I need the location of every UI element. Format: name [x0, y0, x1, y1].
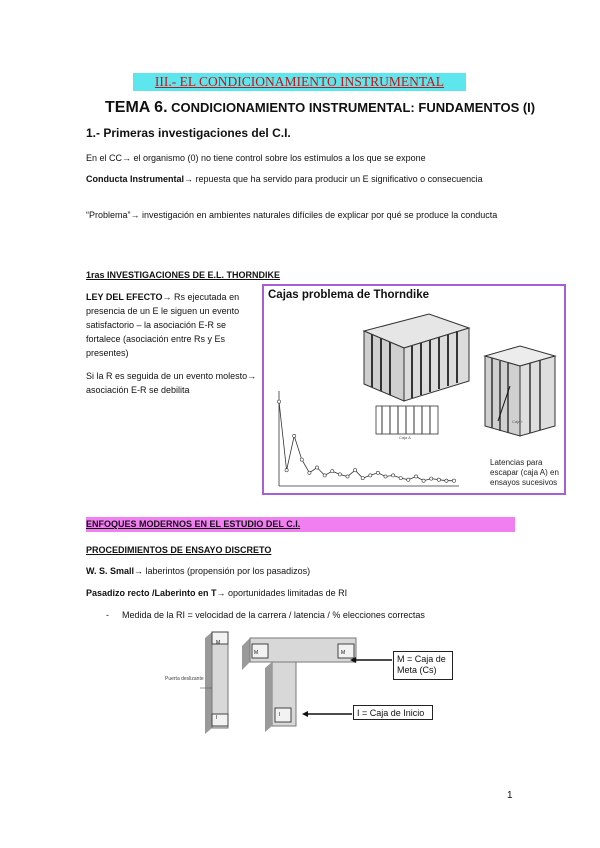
latency-point	[354, 469, 357, 472]
conducta-def: repuesta que ha servido para producir un E significativo o consecuencia	[193, 174, 483, 184]
latency-point	[392, 474, 395, 477]
topic-title	[105, 99, 535, 117]
latency-point	[414, 475, 417, 478]
paragraph-cc: En el CC→ el organismo (0) no tiene control sobre los estímulos a los que se expone	[86, 153, 426, 163]
latency-point	[331, 470, 334, 473]
bullet-text: Medida de la RI = velocidad de la carrera / latencia / % elecciones correctas	[122, 610, 425, 620]
latency-point	[323, 474, 326, 477]
maze-i-label-t: I	[279, 712, 281, 718]
law-term: LEY DEL EFECTO→	[86, 292, 172, 302]
latency-point	[338, 473, 341, 476]
law-of-effect	[86, 290, 258, 360]
paragraph-conducta	[86, 172, 526, 186]
maze-door-note: Puerta deslizante	[165, 676, 204, 682]
latency-series-line	[279, 402, 454, 481]
latency-note: Latencias para escapar (caja A) en ensayos sucesivos	[490, 458, 559, 487]
thorndike-figure	[262, 284, 566, 495]
small-term: W. S. Small→	[86, 566, 144, 576]
small-line	[86, 564, 526, 578]
latency-point	[422, 479, 425, 482]
topic-name: CONDICIONAMIENTO INSTRUMENTAL: FUNDAMENTOS (I)	[167, 100, 536, 115]
maze-m-label-right: M	[341, 650, 346, 656]
pasadizo-line	[86, 586, 526, 600]
procedures-heading: PROCEDIMIENTOS DE ENSAYO DISCRETO	[86, 545, 272, 555]
caption-box-a: Caja A	[399, 435, 411, 440]
puzzle-box-i	[480, 341, 560, 446]
caption-box-i: Caja I	[512, 419, 523, 424]
pasadizo-def: oportunidades limitadas de RI	[225, 588, 348, 598]
latency-chart	[274, 386, 464, 491]
latency-point	[452, 479, 455, 482]
bullet-measure	[106, 608, 546, 622]
latency-point	[346, 475, 349, 478]
maze-i-label-straight: I	[216, 715, 218, 721]
law-def: Rs ejecutada en presencia de un E le siguen un evento satisfactorio – la asociación E-R se fortalece (asociación entre Rs y Es presentes)	[86, 292, 240, 358]
maze-diagram	[160, 630, 440, 745]
maze-m-label-straight: M	[216, 640, 221, 646]
maze-m-label-left: M	[254, 650, 259, 656]
meta-box-label: M = Caja de Meta (Cs)	[393, 651, 453, 680]
paragraph-problema: “Problema”→ investigación en ambientes naturales difíciles de explicar por qué se produce la conducta	[86, 210, 498, 220]
latency-point	[277, 400, 280, 403]
section-title: III.- EL CONDICIONAMIENTO INSTRUMENTAL	[133, 73, 466, 91]
latency-point	[384, 475, 387, 478]
small-def: laberintos (propensión por los pasadizos)	[143, 566, 311, 576]
latency-point	[293, 434, 296, 437]
latency-point	[300, 458, 303, 461]
inicio-box-label: I = Caja de Inicio	[353, 705, 433, 720]
latency-point	[308, 471, 311, 474]
latency-point	[430, 477, 433, 480]
latency-point	[315, 466, 318, 469]
latency-point	[407, 478, 410, 481]
conducta-term: Conducta Instrumental→	[86, 174, 194, 184]
section-heading: 1.- Primeras investigaciones del C.I.	[86, 126, 291, 140]
law-negative: Si la R es seguida de un evento molesto→ asociación E-R se debilita	[86, 371, 257, 395]
pasadizo-term: Pasadizo recto /Laberinto en T→	[86, 588, 226, 598]
bullet-dash: -	[106, 610, 109, 620]
thorndike-heading: 1ras INVESTIGACIONES DE E.L. THORNDIKE	[86, 270, 281, 280]
latency-point	[445, 479, 448, 482]
page-number: 1	[507, 790, 513, 801]
latency-point	[399, 477, 402, 480]
latency-point	[437, 478, 440, 481]
latency-point	[285, 469, 288, 472]
latency-point	[369, 474, 372, 477]
topic-number: TEMA 6.	[105, 99, 168, 116]
latency-point	[361, 477, 364, 480]
modern-banner: ENFOQUES MODERNOS EN EL ESTUDIO DEL C.I.	[86, 517, 515, 532]
latency-point	[376, 471, 379, 474]
figure-title: Cajas problema de Thorndike	[268, 289, 430, 301]
